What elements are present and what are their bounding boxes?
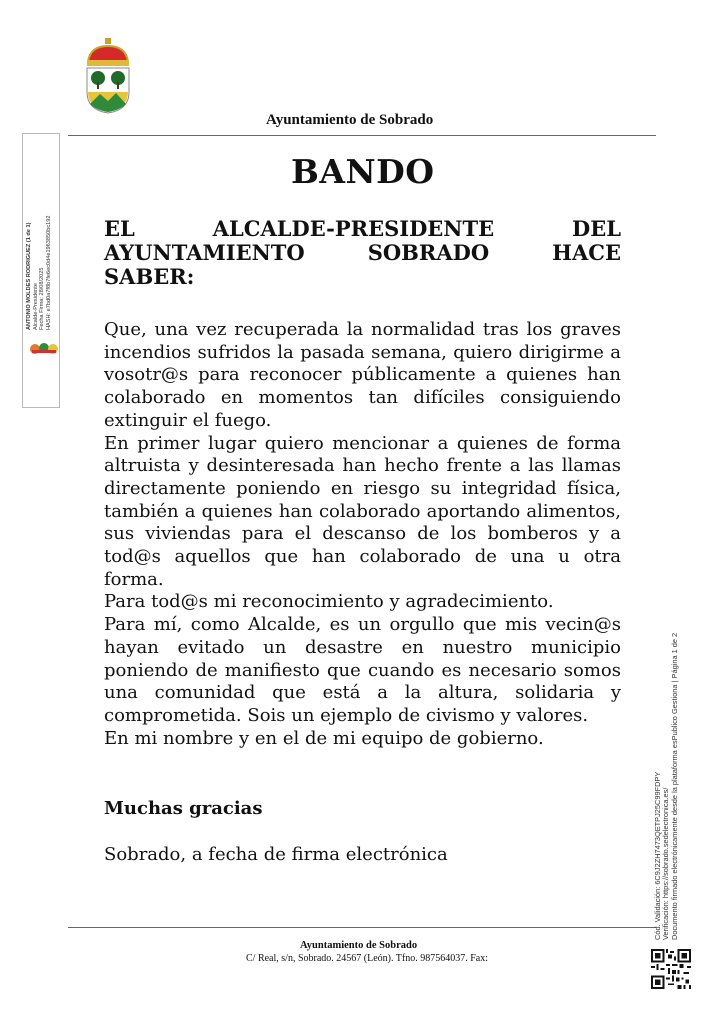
heading-word: HACE bbox=[552, 240, 621, 265]
body-paragraph: Que, una vez recuperada la normalidad tras los graves incendios sufridos la pasada semana, quiero dirigirme a vosotr@s para reconocer públicamente a quienes han colaborado en momentos tan difíciles consiguiendo extinguir el fuego. bbox=[104, 319, 621, 431]
document-title-text: BANDO bbox=[291, 152, 435, 191]
signature-hash: HASH: e7bd0a7f8b7fe6ec0d4e1963850bc192 bbox=[45, 215, 52, 330]
document-body bbox=[104, 319, 621, 750]
header-divider bbox=[68, 135, 656, 136]
heading-line bbox=[104, 217, 621, 241]
signer-name: ANTONIO MOLDES RODRIGUEZ (1 de 1) bbox=[26, 222, 32, 330]
validation-code: Cód. Validación: 6C9J2ZH7473QETPJ25C99FDPY bbox=[653, 771, 662, 940]
verification-url[interactable]: Verificación: https://sobrado.sedelectronica.es/ bbox=[661, 787, 671, 940]
signature-date: Fecha Firma: 28/08/2025 bbox=[39, 267, 45, 330]
heading-word: EL bbox=[104, 216, 135, 241]
header-institution-text: Ayuntamiento de Sobrado bbox=[266, 112, 434, 128]
body-paragraph: Para tod@s mi reconocimiento y agradecimiento. bbox=[104, 591, 554, 613]
municipal-logo-icon bbox=[29, 340, 59, 356]
footer-institution-text: Ayuntamiento de Sobrado bbox=[300, 940, 418, 951]
body-paragraph: En mi nombre y en el de mi equipo de gobierno. bbox=[104, 727, 544, 749]
heading-line bbox=[104, 265, 621, 289]
place-date-text: Sobrado, a fecha de firma electrónica bbox=[104, 844, 448, 865]
heading-word: SOBRADO bbox=[367, 240, 490, 265]
heading-word: DEL bbox=[572, 216, 621, 241]
signer-role: Alcalde-Presidente bbox=[32, 283, 39, 330]
heading-word: SABER: bbox=[104, 264, 195, 289]
heading-line bbox=[104, 241, 621, 265]
footer-address-text: C/ Real, s/n, Sobrado. 24567 (León). Tfno. 987564037. Fax: bbox=[246, 953, 489, 964]
footer-divider bbox=[68, 927, 656, 928]
heading-word: ALCALDE-PRESIDENTE bbox=[212, 216, 495, 241]
heading-word: AYUNTAMIENTO bbox=[104, 240, 305, 265]
closing-text: Muchas gracias bbox=[104, 798, 263, 819]
qr-code-icon bbox=[651, 949, 691, 989]
municipal-coat-of-arms-icon bbox=[80, 38, 136, 114]
document-heading bbox=[104, 217, 621, 289]
verification-info bbox=[654, 633, 679, 940]
signature-notice: Documento firmado electrónicamente desde la plataforma esPublico Gestiona | Página 1 de 2 bbox=[669, 632, 679, 940]
signature-info bbox=[26, 216, 52, 330]
body-paragraph: En primer lugar quiero mencionar a quienes de forma altruista y desinteresada han hecho frente a las llamas directamente poniendo en riesgo su integridad física, también a quienes han colaborado aportando alimentos, sus viviendas para el descanso de los bomberos y a tod@s aquellos que han colaborado de una u otra forma. bbox=[104, 432, 621, 590]
body-paragraph: Para mí, como Alcalde, es un orgullo que mis vecin@s hayan evitado un desastre en nuestro municipio poniendo de manifiesto que cuando es necesario somos una comunidad que está a la altura, solidaria y comprometida. Sois un ejemplo de civismo y valores. bbox=[104, 614, 621, 726]
